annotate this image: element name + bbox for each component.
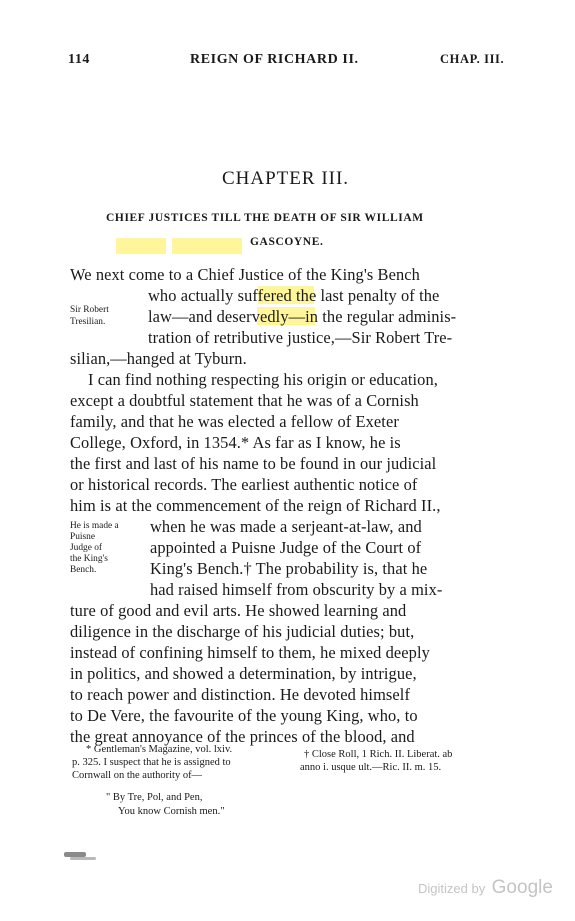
chapter-subtitle-line-1: CHIEF JUSTICES TILL THE DEATH OF SIR WILLIAM — [106, 212, 424, 224]
marginal-note-line: Bench. — [70, 565, 97, 575]
watermark-prefix: Digitized by — [418, 881, 486, 896]
page-number: 114 — [68, 52, 91, 67]
running-title: REIGN OF RICHARD II. — [190, 52, 359, 67]
body-line: when he was made a serjeant-at-law, and — [150, 517, 422, 536]
body-line: law—and deservedly—in the regular adminis- — [148, 307, 457, 326]
scan-smudge — [70, 857, 96, 860]
marginal-note-line: Tresilian. — [70, 317, 106, 327]
chapter-reference: CHAP. III. — [440, 52, 505, 66]
footnote-line: * Gentleman's Magazine, vol. lxiv. — [86, 744, 233, 755]
body-line: instead of confining himself to them, he mixed deeply — [70, 643, 430, 662]
body-line: I can find nothing respecting his origin or education, — [88, 370, 438, 389]
footnote-verse-line: You know Cornish men." — [118, 806, 225, 817]
digitized-by-watermark — [418, 877, 553, 899]
body-line: or historical records. The earliest authentic notice of — [70, 475, 418, 494]
footnote-verse-line: " By Tre, Pol, and Pen, — [106, 792, 203, 803]
footnote-line: Cornwall on the authority of— — [72, 770, 203, 781]
body-line: the great annoyance of the princes of the blood, and — [70, 727, 415, 746]
footnote-line: anno i. usque ult.—Ric. II. m. 15. — [300, 762, 442, 773]
body-line: College, Oxford, in 1354.* As far as I know, he is — [70, 433, 401, 452]
google-logo: Google — [491, 877, 553, 898]
highlight-mark — [116, 238, 166, 254]
marginal-note-line: Sir Robert — [70, 305, 109, 315]
body-line: in politics, and showed a determination, by intrigue, — [70, 664, 417, 683]
footnote-line: † Close Roll, 1 Rich. II. Liberat. ab — [304, 749, 453, 760]
chapter-title: CHAPTER III. — [222, 168, 350, 189]
body-line: to De Vere, the favourite of the young King, who, to — [70, 706, 418, 725]
body-line: to reach power and distinction. He devoted himself — [70, 685, 410, 704]
body-line: the first and last of his name to be found in our judicial — [70, 454, 437, 473]
footnote-line: p. 325. I suspect that he is assigned to — [72, 757, 231, 768]
body-line: had raised himself from obscurity by a mix- — [150, 580, 443, 599]
marginal-note-line: the King's — [70, 554, 108, 564]
chapter-subtitle-line-2: GASCOYNE. — [250, 236, 324, 248]
body-line: tration of retributive justice,—Sir Robert Tre- — [148, 328, 453, 347]
body-line: We next come to a Chief Justice of the King's Bench — [70, 265, 420, 284]
body-line: ture of good and evil arts. He showed learning and — [70, 601, 407, 620]
body-line: silian,—hanged at Tyburn. — [70, 349, 247, 368]
body-line: diligence in the discharge of his judicial duties; but, — [70, 622, 415, 641]
marginal-note-line: Judge of — [70, 543, 103, 553]
body-line: family, and that he was elected a fellow of Exeter — [70, 412, 399, 431]
marginal-note-line: He is made a — [70, 521, 119, 531]
body-line: appointed a Puisne Judge of the Court of — [150, 538, 422, 557]
body-line: King's Bench.† The probability is, that he — [150, 559, 428, 578]
marginal-note-line: Puisne — [70, 532, 96, 542]
body-line: who actually suffered the last penalty of the — [148, 286, 440, 305]
body-line: him is at the commencement of the reign of Richard II., — [70, 496, 441, 515]
highlight-mark — [172, 238, 242, 254]
body-line: except a doubtful statement that he was of a Cornish — [70, 391, 419, 410]
